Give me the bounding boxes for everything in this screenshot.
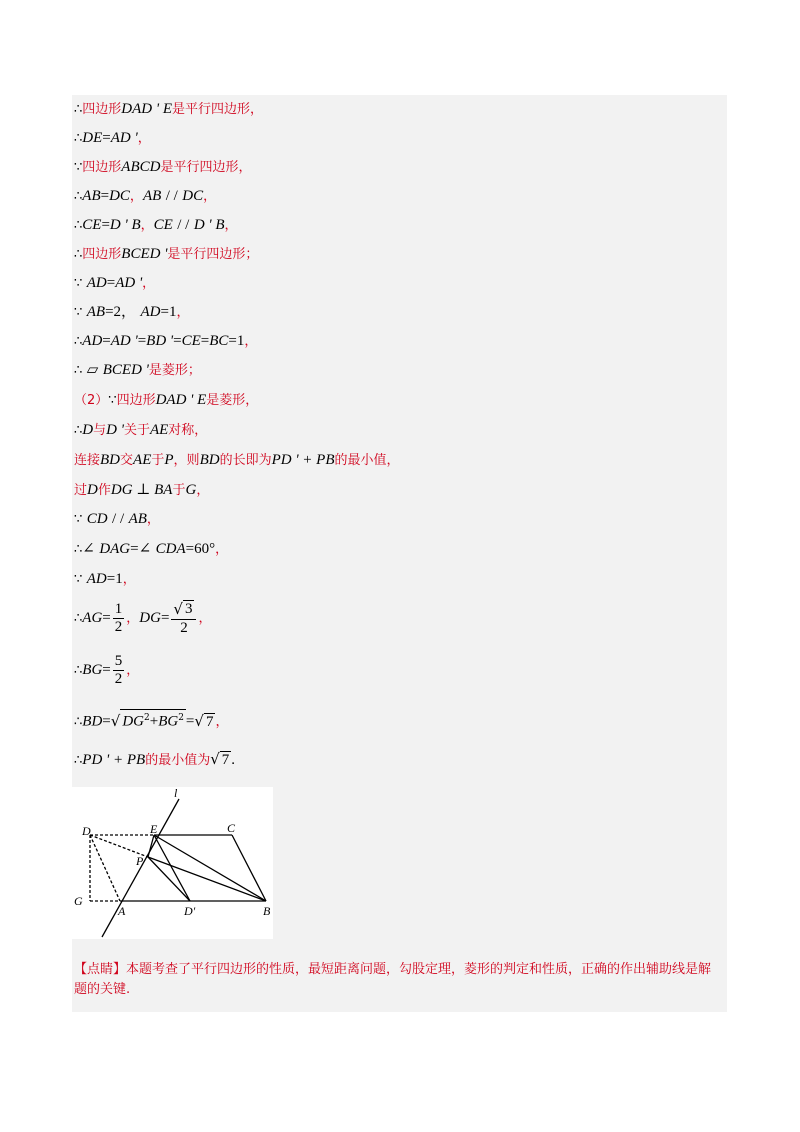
math: AB bbox=[142, 188, 162, 204]
sqrt bbox=[210, 749, 231, 769]
text-cn: 是平行四边形， bbox=[172, 102, 264, 117]
label-B: B bbox=[263, 904, 271, 918]
line-5 bbox=[74, 215, 238, 236]
therefore-symbol: ∴ bbox=[74, 218, 83, 233]
exponent: 2 bbox=[143, 713, 150, 723]
part-number: （2） bbox=[74, 393, 109, 408]
text-cn: 四边形 bbox=[82, 102, 122, 117]
math: AG bbox=[82, 610, 103, 626]
math: CD bbox=[86, 511, 108, 527]
math: D ' B bbox=[193, 217, 225, 233]
radical-sign: √ bbox=[194, 711, 204, 730]
punct: ， bbox=[215, 542, 229, 557]
punct: ， bbox=[224, 218, 238, 233]
text-cn: 过 bbox=[74, 483, 88, 498]
label-E: E bbox=[150, 822, 158, 836]
math: AE bbox=[133, 452, 152, 468]
math: BD ' bbox=[146, 333, 174, 349]
therefore-symbol: ∴ bbox=[74, 131, 83, 146]
math: CE bbox=[82, 217, 102, 233]
punct: ， bbox=[142, 276, 156, 291]
line-18 bbox=[74, 598, 211, 639]
math: AB bbox=[82, 188, 101, 204]
math: PD ' + PB bbox=[271, 452, 335, 468]
value: =1 bbox=[106, 571, 123, 587]
line-7 bbox=[74, 273, 155, 294]
fraction-one-half bbox=[113, 601, 125, 636]
math: DG bbox=[122, 713, 144, 730]
because-symbol: ∵ bbox=[74, 160, 83, 175]
math: AD bbox=[82, 333, 103, 349]
equals: = bbox=[130, 541, 139, 557]
therefore-symbol: ∴ bbox=[74, 247, 83, 262]
equals: = bbox=[200, 333, 210, 349]
radicand bbox=[120, 709, 186, 731]
text-cn: 四边形 bbox=[82, 160, 122, 175]
line-17 bbox=[74, 569, 136, 590]
numerator: 1 bbox=[114, 600, 123, 617]
label-D-prime: D' bbox=[184, 904, 196, 918]
equals: = bbox=[102, 130, 111, 146]
radical-sign: √ bbox=[110, 711, 121, 730]
math: ABCD bbox=[121, 159, 161, 175]
exponent: 2 bbox=[178, 713, 184, 723]
math: CDA bbox=[155, 541, 186, 557]
sqrt bbox=[194, 711, 215, 731]
equals: =2， bbox=[105, 304, 137, 320]
punct: ， bbox=[137, 131, 151, 146]
math: BCED ' bbox=[102, 362, 149, 378]
text-cn: 四边形 bbox=[116, 393, 156, 408]
equals: = bbox=[102, 333, 111, 349]
text-cn: 交 bbox=[120, 453, 134, 468]
because-symbol: ∵ bbox=[74, 512, 83, 527]
label-A: A bbox=[118, 904, 126, 918]
fraction-five-half bbox=[113, 653, 125, 688]
label-l: l bbox=[174, 787, 178, 800]
equals: = bbox=[102, 610, 111, 626]
line-21 bbox=[74, 749, 235, 771]
math: DG bbox=[139, 610, 161, 626]
equals: =1 bbox=[160, 304, 177, 320]
math: AD ' bbox=[110, 130, 138, 146]
math: AD ' bbox=[115, 275, 143, 291]
line-16 bbox=[74, 539, 228, 560]
math: BC bbox=[209, 333, 229, 349]
denominator: 2 bbox=[114, 618, 123, 635]
text-cn: 的最小值为 bbox=[145, 753, 211, 768]
radicand: 7 bbox=[221, 752, 230, 768]
math: BD bbox=[100, 452, 121, 468]
text-cn: 的最小值， bbox=[334, 453, 400, 468]
label-P: P bbox=[136, 854, 144, 868]
math: BD bbox=[82, 713, 103, 730]
line-15 bbox=[74, 509, 160, 530]
math: CE bbox=[181, 333, 201, 349]
key-point-note: 【点睛】本题考查了平行四边形的性质，最短距离问题，勾股定理，菱形的判定和性质，正确的作出辅助线是解题的关键. bbox=[74, 962, 712, 997]
punct: ， bbox=[140, 218, 154, 233]
radicand: 3 bbox=[184, 600, 193, 617]
math: BG bbox=[158, 713, 179, 730]
text-cn: 于 bbox=[151, 453, 165, 468]
math: D ' bbox=[106, 422, 124, 438]
sqrt bbox=[111, 709, 186, 731]
therefore-symbol: ∴ bbox=[74, 423, 83, 438]
geometry-diagram bbox=[72, 787, 273, 939]
line-3 bbox=[74, 157, 251, 178]
therefore-symbol: ∴ bbox=[74, 102, 83, 117]
equals: = bbox=[102, 662, 111, 678]
math: AD bbox=[86, 571, 107, 587]
therefore-symbol: ∴ bbox=[74, 334, 83, 349]
parallel: / / bbox=[165, 188, 178, 204]
parallel: / / bbox=[177, 217, 190, 233]
punct: ， bbox=[126, 663, 140, 678]
text-cn: 四边形 bbox=[82, 247, 122, 262]
math: P bbox=[164, 452, 174, 468]
math: DG ⊥ BA bbox=[110, 482, 173, 498]
label-G: G bbox=[74, 894, 83, 908]
text-cn: 是平行四边形， bbox=[160, 160, 252, 175]
text-cn: 与 bbox=[93, 423, 107, 438]
equals: = bbox=[185, 713, 195, 730]
angle-symbol: ∠ bbox=[82, 541, 95, 557]
punct: ， bbox=[244, 334, 258, 349]
math: AD bbox=[86, 275, 107, 291]
punct: ， bbox=[176, 305, 190, 320]
line-19 bbox=[74, 650, 139, 691]
because-symbol: ∵ bbox=[74, 305, 83, 320]
radicand: 7 bbox=[205, 713, 214, 730]
equals: = bbox=[106, 275, 116, 291]
math: BCED ' bbox=[121, 246, 168, 262]
equals: = bbox=[173, 333, 182, 349]
punct: . bbox=[231, 752, 236, 768]
denominator: 2 bbox=[114, 670, 123, 687]
therefore-symbol: ∴ bbox=[74, 611, 83, 626]
math: AB bbox=[86, 304, 106, 320]
line-13 bbox=[74, 450, 400, 471]
numerator bbox=[171, 600, 196, 619]
punct: ， bbox=[215, 714, 229, 730]
text-cn: 于 bbox=[172, 483, 186, 498]
geometry-figure bbox=[72, 787, 273, 939]
math: DAG bbox=[99, 541, 131, 557]
plus: + bbox=[149, 713, 159, 730]
line-9 bbox=[74, 331, 257, 352]
punct: ， bbox=[196, 483, 210, 498]
radical-sign: √ bbox=[173, 599, 183, 618]
radical-sign: √ bbox=[210, 750, 220, 768]
text-cn: 对称， bbox=[168, 423, 208, 438]
therefore-symbol: ∴ bbox=[74, 753, 83, 768]
line-4 bbox=[74, 186, 216, 207]
math: DC bbox=[109, 188, 130, 204]
equals: = bbox=[100, 188, 110, 204]
therefore-symbol: ∴ bbox=[74, 542, 83, 557]
label-C: C bbox=[227, 821, 236, 835]
equals: = bbox=[102, 713, 111, 730]
punct: ， bbox=[203, 189, 217, 204]
line-20 bbox=[74, 709, 228, 733]
math: CE bbox=[153, 217, 173, 233]
because-symbol: ∵ bbox=[74, 572, 83, 587]
punct: ， bbox=[146, 512, 160, 527]
equals: = bbox=[101, 217, 110, 233]
sqrt bbox=[173, 600, 194, 618]
math: D bbox=[87, 482, 98, 498]
math: D ' B bbox=[109, 217, 141, 233]
line-8 bbox=[74, 302, 189, 323]
math: DAD ' E bbox=[155, 392, 207, 408]
math: BD bbox=[199, 452, 220, 468]
value: =1 bbox=[228, 333, 245, 349]
line-1 bbox=[74, 99, 263, 120]
therefore-symbol: ∴ bbox=[74, 714, 83, 730]
line-14 bbox=[74, 480, 209, 501]
text-cn: ，则 bbox=[173, 453, 200, 468]
therefore-symbol: ∴ bbox=[74, 363, 83, 378]
punct: ， bbox=[198, 611, 212, 626]
line-6 bbox=[74, 244, 258, 265]
math: DE bbox=[82, 130, 103, 146]
punct: ， bbox=[129, 189, 143, 204]
value: =60° bbox=[185, 541, 216, 557]
math: BG bbox=[82, 662, 103, 678]
fraction-sqrt3-half bbox=[171, 600, 196, 637]
parallelogram-symbol: ▱ bbox=[86, 362, 99, 378]
text-cn: 是菱形； bbox=[148, 363, 201, 378]
math: DC bbox=[182, 188, 204, 204]
angle-symbol: ∠ bbox=[138, 541, 152, 557]
equals: = bbox=[160, 610, 170, 626]
segment-PB bbox=[148, 857, 266, 901]
denominator: 2 bbox=[180, 619, 188, 636]
math: G bbox=[185, 482, 197, 498]
text-cn: 是菱形， bbox=[206, 393, 259, 408]
punct: ， bbox=[126, 611, 140, 626]
math: AD bbox=[140, 304, 161, 320]
equals: = bbox=[137, 333, 147, 349]
therefore-symbol: ∴ bbox=[74, 663, 83, 678]
parallel: / / bbox=[112, 511, 125, 527]
math: AB bbox=[128, 511, 147, 527]
numerator: 5 bbox=[114, 652, 123, 669]
line-l bbox=[102, 799, 179, 937]
text-cn: 是平行四边形； bbox=[167, 247, 259, 262]
punct: ， bbox=[122, 572, 136, 587]
text-cn: 关于 bbox=[123, 423, 150, 438]
text-cn: 作 bbox=[97, 483, 111, 498]
because-symbol: ∵ bbox=[74, 276, 83, 291]
math: DAD ' E bbox=[121, 101, 172, 117]
therefore-symbol: ∴ bbox=[74, 189, 83, 204]
math: AD ' bbox=[110, 333, 138, 349]
math: D bbox=[82, 422, 94, 438]
because-symbol: ∵ bbox=[108, 393, 117, 408]
math: AE bbox=[149, 422, 169, 438]
label-D: D bbox=[82, 824, 91, 838]
math: PD ' + PB bbox=[82, 752, 146, 768]
text-cn: 的长即为 bbox=[219, 453, 272, 468]
line-12 bbox=[74, 420, 207, 441]
line-10 bbox=[74, 360, 201, 381]
line-2 bbox=[74, 128, 151, 149]
text-cn: 连接 bbox=[74, 453, 101, 468]
line-11 bbox=[74, 390, 258, 411]
